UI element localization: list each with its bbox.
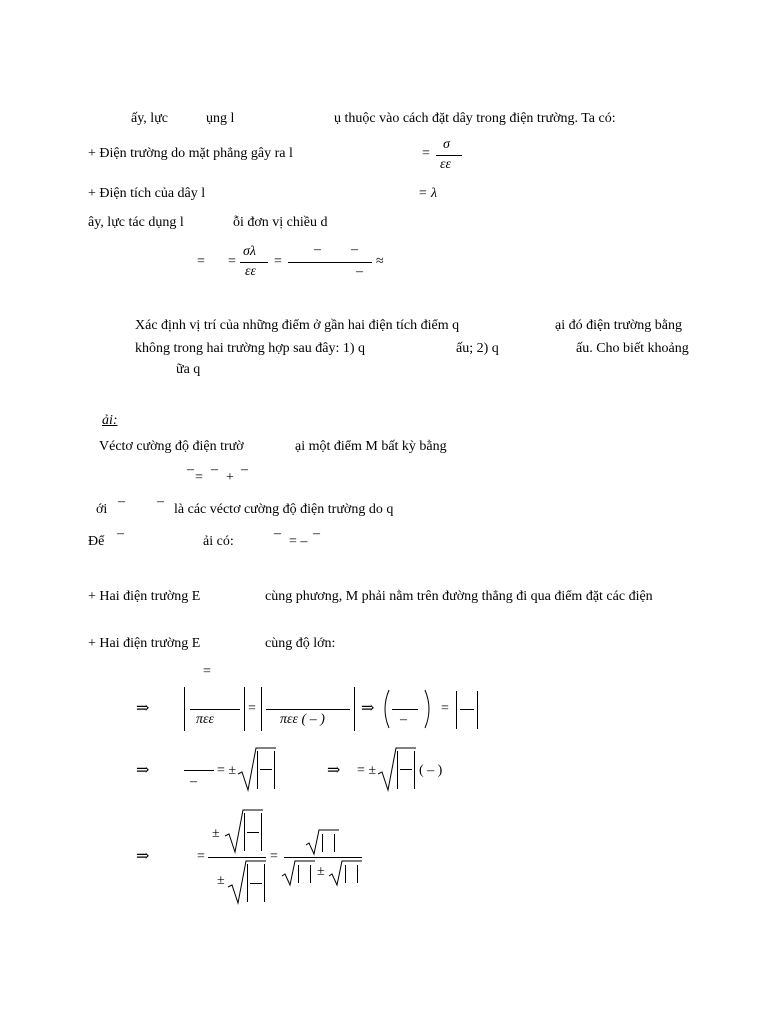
condition-line-2b: cùng độ lớn: <box>265 636 336 651</box>
fraction-bar-1 <box>436 155 462 156</box>
fraction-bar-7 <box>460 709 474 710</box>
abs-bar-16 <box>334 834 335 852</box>
text-line-4a: ây, lực tác dụng l <box>88 215 184 230</box>
paren-left-1 <box>381 689 391 729</box>
epseps-symbol-2: εε <box>245 264 257 279</box>
solution-line-2a: ới <box>96 502 108 517</box>
abs-bar-14 <box>264 864 265 902</box>
eq-sign-9: = <box>197 849 205 864</box>
eq-sign-6: = <box>203 664 211 679</box>
vec-bar-1: – <box>187 462 194 477</box>
eq-pm-2: = ± <box>357 763 377 778</box>
abs-bar-9 <box>397 751 398 789</box>
solution-line-3a: Để <box>88 534 105 549</box>
text-line-3: + Điện tích của dây l <box>88 186 206 201</box>
implies-arrow-4: ⇒ <box>327 762 341 779</box>
sqrt-sign-3 <box>225 808 265 854</box>
fraction-bar-2 <box>240 262 268 263</box>
overbar-minus-3: – <box>356 264 363 279</box>
eq-sign-2: = <box>197 254 205 269</box>
abs-bar-1 <box>184 687 185 731</box>
eq-sign-5: = <box>195 470 203 485</box>
abs-bar-19 <box>345 865 346 883</box>
minus-2: – <box>190 774 197 789</box>
pi-epseps-1: πεε <box>196 712 215 727</box>
eq-sign-4: = <box>274 254 282 269</box>
abs-bar-11 <box>244 813 245 851</box>
eq-sign-3: = <box>228 254 236 269</box>
vec-bar-2: – <box>211 462 218 477</box>
abs-bar-10 <box>414 751 415 789</box>
pm-1: ± <box>212 826 220 841</box>
pm-2: ± <box>217 873 225 888</box>
problem-line-2a: không trong hai trường hợp sau đây: 1) q <box>135 341 366 356</box>
problem-line-3: ữa q <box>176 362 201 377</box>
problem-line-2b: ấu; 2) q <box>456 341 499 356</box>
vec-bar-4: – <box>118 494 125 509</box>
overbar-minus-2: – <box>351 242 358 257</box>
fraction-bar-3 <box>288 262 372 263</box>
epseps-symbol-1: εε <box>440 157 452 172</box>
fraction-bar-11 <box>247 832 259 833</box>
abs-bar-8 <box>274 751 275 789</box>
fraction-bar-6 <box>392 709 418 710</box>
pm-3: ± <box>317 864 325 879</box>
problem-line-2c: ấu. Cho biết khoảng <box>576 341 689 356</box>
lambda-eq: = λ <box>418 186 438 201</box>
eq-sign-1: = <box>422 146 430 161</box>
neg-eq: = – <box>289 534 308 549</box>
solution-line-3b: ải có: <box>203 534 234 549</box>
eq-sign-7: = <box>248 701 256 716</box>
abs-bar-5 <box>456 691 457 729</box>
paren-right-1 <box>423 689 433 729</box>
vec-bar-3: – <box>241 462 248 477</box>
vec-bar-7: – <box>274 526 281 541</box>
abs-bar-13 <box>247 864 248 902</box>
solution-line-1a: Véctơ cường độ điện trườ <box>99 439 244 454</box>
abs-bar-2 <box>244 687 245 731</box>
text-line-1b: ụng l <box>206 111 235 126</box>
abs-bar-18 <box>310 865 311 883</box>
abs-bar-4 <box>354 687 355 731</box>
approx-sign: ≈ <box>376 254 384 269</box>
vec-bar-6: – <box>117 526 124 541</box>
abs-bar-20 <box>357 865 358 883</box>
text-line-1c: ụ thuộc vào cách đặt dây trong điện trường. Ta có: <box>334 111 616 126</box>
plus-sign-1: + <box>226 470 234 485</box>
problem-line-1b: ại đó điện trường bằng <box>555 318 682 333</box>
vec-bar-5: – <box>157 494 164 509</box>
fraction-bar-4 <box>190 709 240 710</box>
paren-minus: ( – ) <box>419 763 443 778</box>
text-line-2: + Điện trường do mặt phẳng gây ra l <box>88 146 293 161</box>
sigma-lambda-symbol: σλ <box>243 244 256 259</box>
solution-line-2b: là các véctơ cường độ điện trường do q <box>174 502 394 517</box>
fraction-bar-8 <box>184 770 214 771</box>
sqrt-sign-4 <box>228 859 268 905</box>
fraction-bar-5 <box>266 709 350 710</box>
sqrt-sign-2 <box>378 746 418 792</box>
text-line-4b: ỗi đơn vị chiều d <box>233 215 328 230</box>
eq-sign-8: = <box>441 701 449 716</box>
fraction-bar-14 <box>284 857 362 858</box>
implies-arrow-2: ⇒ <box>361 700 375 717</box>
condition-line-2a: + Hai điện trường E <box>88 636 201 651</box>
pi-epseps-2: πεε ( – ) <box>280 712 325 727</box>
abs-bar-15 <box>322 834 323 852</box>
condition-line-1b: cùng phương, M phải nằm trên đường thẳng đi qua điểm đặt các điện <box>265 589 653 604</box>
implies-arrow-1: ⇒ <box>136 700 150 717</box>
fraction-bar-9 <box>260 769 272 770</box>
overbar-minus-1: – <box>314 242 321 257</box>
condition-line-1a: + Hai điện trường E <box>88 589 201 604</box>
vec-bar-8: – <box>313 526 320 541</box>
eq-pm-1: = ± <box>217 763 237 778</box>
fraction-bar-13 <box>250 883 262 884</box>
sqrt-sign-1 <box>238 746 278 792</box>
abs-bar-17 <box>298 865 299 883</box>
abs-bar-6 <box>477 691 478 729</box>
sigma-symbol: σ <box>443 137 450 152</box>
implies-arrow-3: ⇒ <box>136 762 150 779</box>
abs-bar-12 <box>261 813 262 851</box>
fraction-bar-12 <box>208 857 266 858</box>
abs-bar-7 <box>257 751 258 789</box>
text-line-1a: ấy, lực <box>131 111 168 126</box>
fraction-bar-10 <box>400 769 412 770</box>
implies-arrow-5: ⇒ <box>136 848 150 865</box>
eq-sign-10: = <box>270 849 278 864</box>
problem-line-1a: Xác định vị trí của những điểm ở gần hai điện tích điểm q <box>135 318 460 333</box>
solution-heading: ải: <box>102 413 118 428</box>
solution-line-1b: ại một điểm M bất kỳ bằng <box>295 439 447 454</box>
abs-bar-3 <box>261 687 262 731</box>
minus-1: – <box>400 712 407 727</box>
